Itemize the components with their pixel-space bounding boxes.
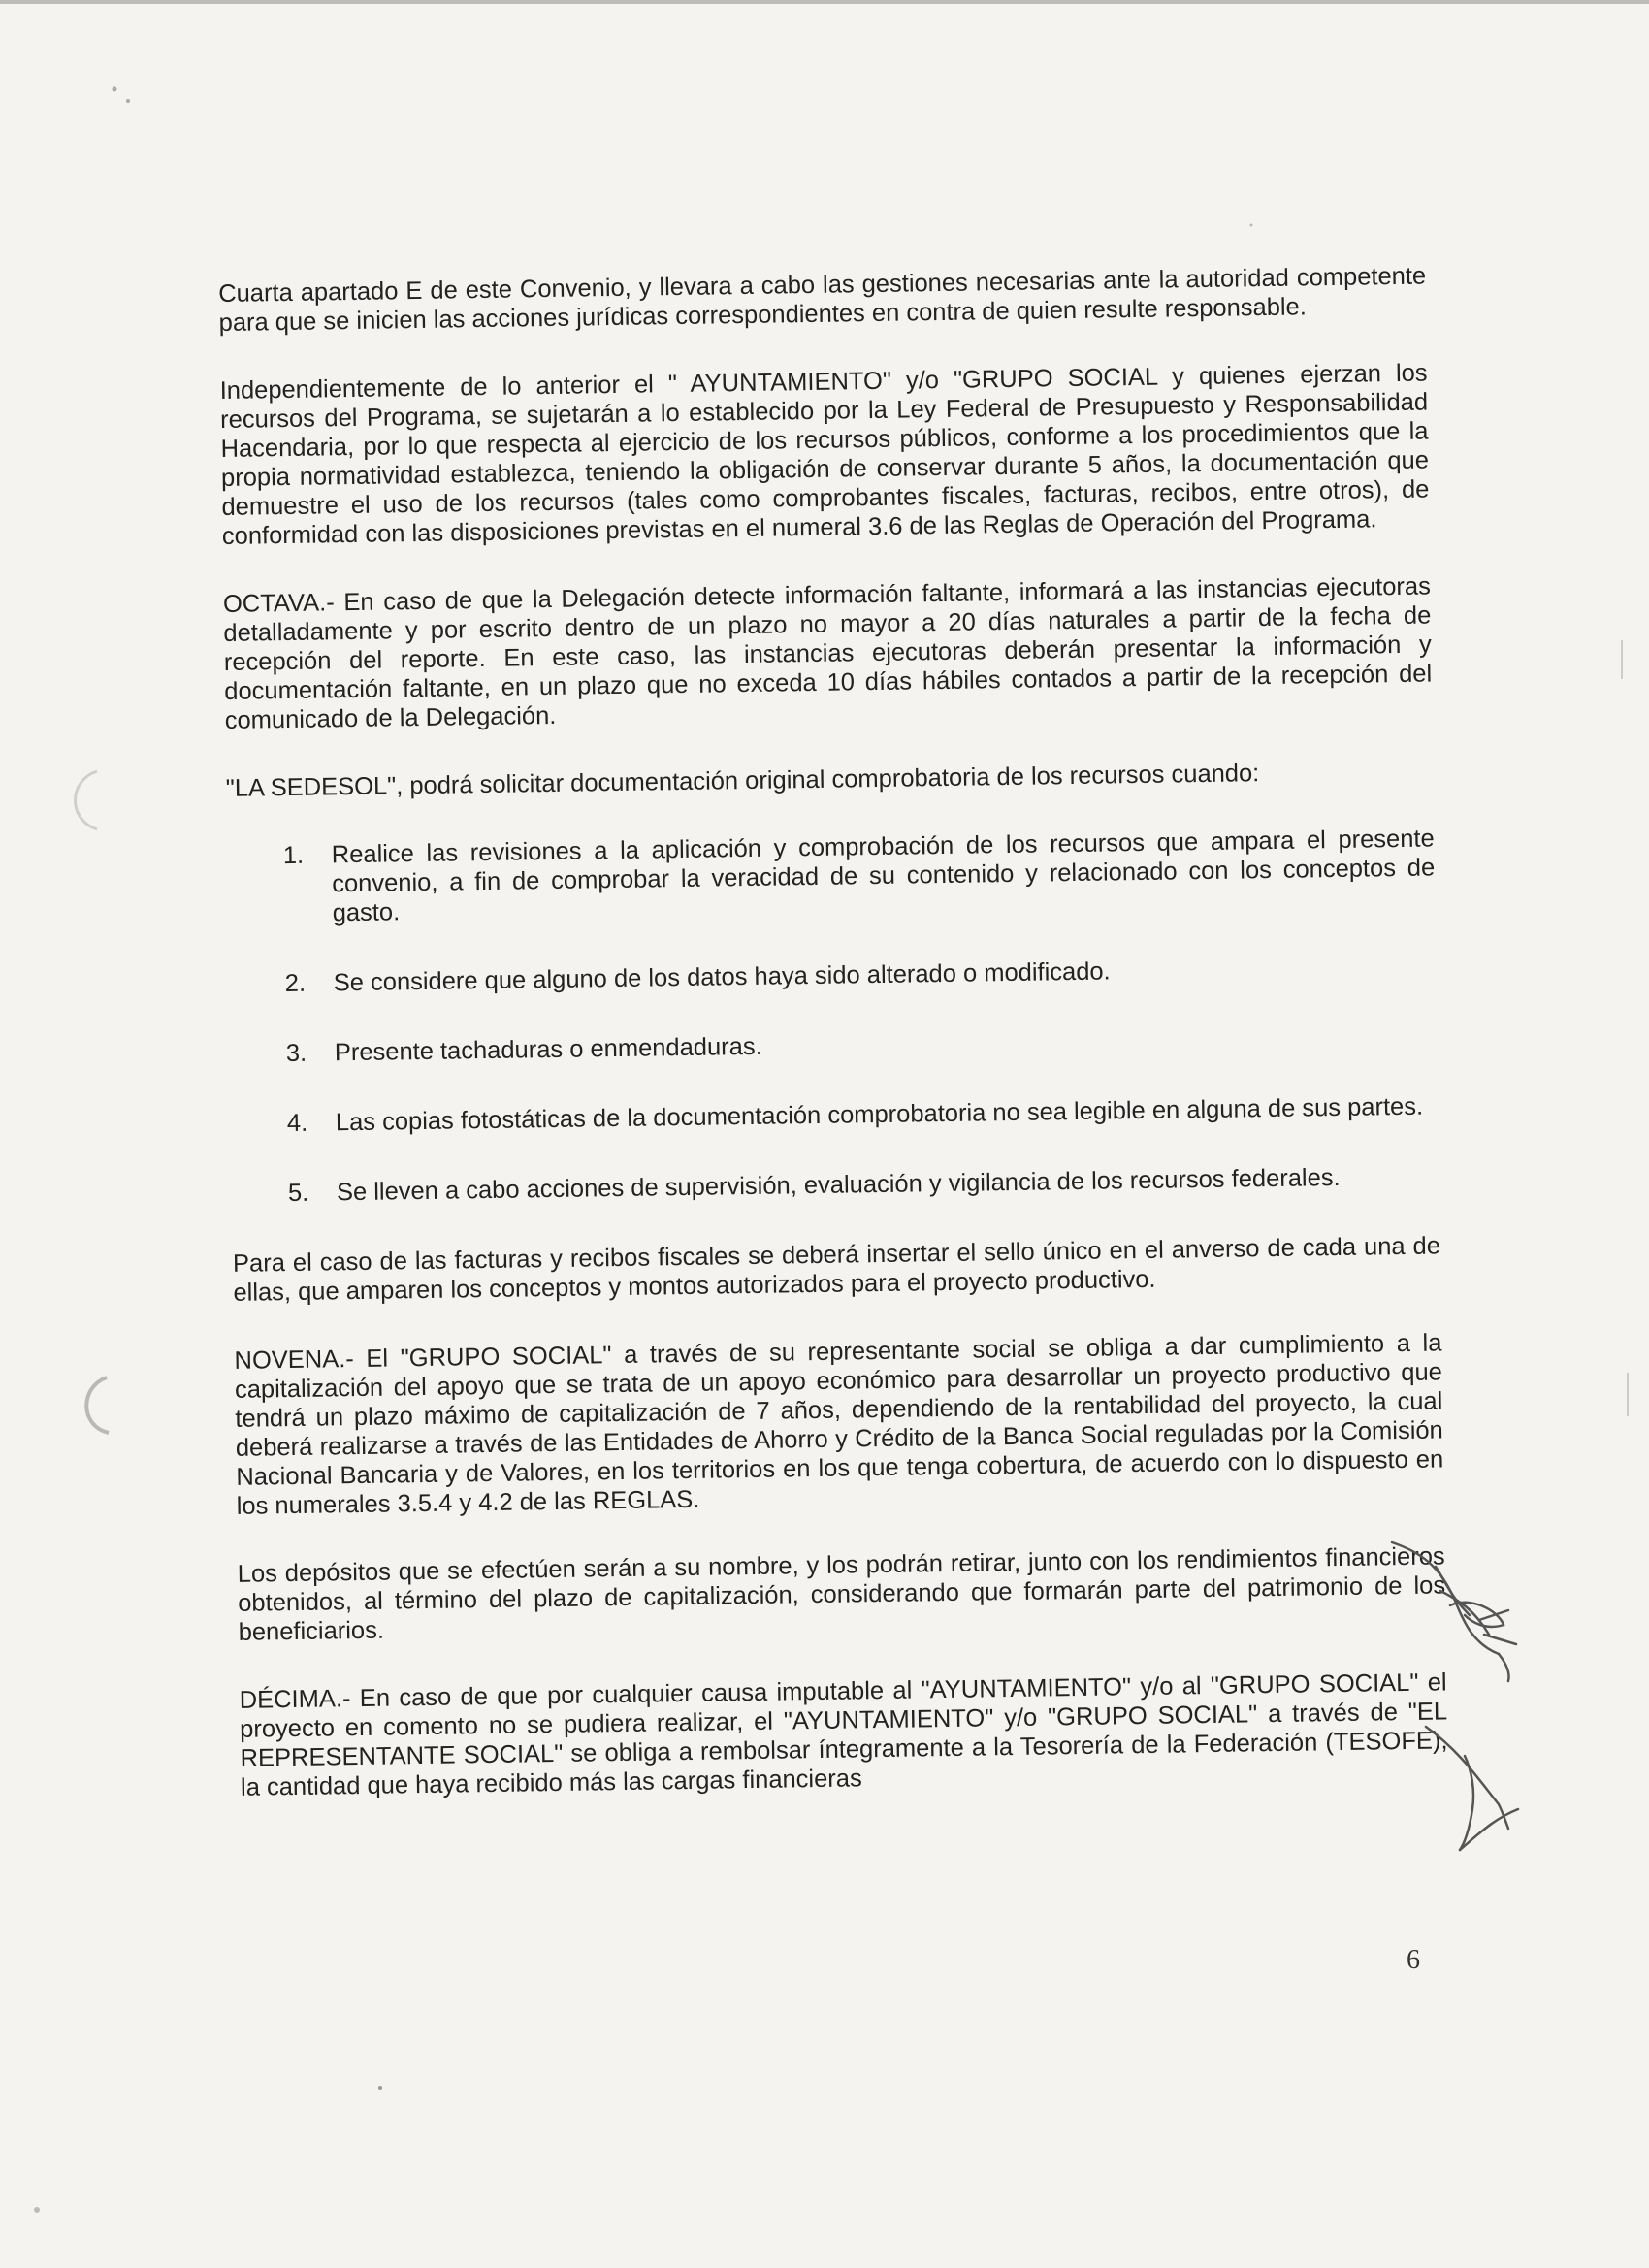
paragraph-sedesol: "LA SEDESOL", podrá solicitar documentación original comprobatoria de los recursos cuando: (225, 760, 1260, 802)
paragraph-depositos: Los depósitos que se efectúen serán a su nombre, y los podrán retirar, junto con los rendimientos financieros obtenidos, al término del plazo de capitalización, considerando que formarán parte del patrimonio de los beneficiarios. (237, 1542, 1446, 1646)
list-item-text: Se considere que alguno de los datos haya sido alterado o modificado. (333, 957, 1111, 997)
list-item-number: 2. (284, 969, 307, 998)
list-item-number: 1. (282, 841, 305, 870)
paragraph-continuation: Cuarta apartado E de este Convenio, y llevara a cabo las gestiones necesarias ante la autoridad competente para que se inicien las acciones jurídicas correspondientes en contra de quien resulte responsable. (218, 262, 1427, 337)
paragraph-independientemente: Independientemente de lo anterior el " AYUNTAMIENTO" y/o "GRUPO SOCIAL y quienes ejerzan los recursos del Programa, se sujetarán a lo establecido por la Ley Federal de Presupuesto y Responsabilidad Hacendaria, por lo que respecta al ejercicio de los recursos públicos, conforme a los procedimientos que la propia normatividad establezca, teniendo la obligación de conservar durante 5 años, la documentación que demuestre el uso de los recursos (tales como comprobantes fiscales, facturas, recibos, entre otros), de conformidad con las disposiciones previstas en el numeral 3.6 de las Reglas de Operación del Programa. (219, 359, 1430, 550)
list-item-number: 5. (287, 1179, 309, 1208)
list-item-number: 3. (285, 1039, 307, 1068)
list-item-text: Se lleven a cabo acciones de supervisión, evaluación y vigilancia de los recursos federales. (336, 1163, 1341, 1207)
list-item-number: 4. (286, 1109, 308, 1138)
clause-novena: NOVENA.- El "GRUPO SOCIAL" a través de su representante social se obliga a dar cumplimiento a la capitalización del apoyo que se trata de un apoyo económico para desarrollar un proyecto productivo que tendrá un plazo máximo de capitalización de 7 años, dependiendo de la rentabilidad del proyecto, la cual deberá realizarse a través de las Entidades de Ahorro y Crédito de la Banca Social reguladas por la Comisión Nacional Bancaria y de Valores, en los territorios en los que tenga cobertura, de acuerdo con lo dispuesto en los numerales 3.5.4 y 4.2 de las REGLAS. (234, 1329, 1444, 1520)
list-item-text: Realice las revisiones a la aplicación y comprobación de los recursos que ampara el presente convenio, a fin de comprobar la veracidad de su contenido y relacionado con los conceptos de gasto. (331, 825, 1436, 927)
clause-decima: DÉCIMA.- En caso de que por cualquier causa imputable al "AYUNTAMIENTO" y/o al "GRUPO SOCIAL" el proyecto en comento no se pudiera realizar, el "AYUNTAMIENTO" y/o "GRUPO SOCIAL" a través de "EL REPRESENTANTE SOCIAL" se obliga a rembolsar íntegramente a la Tesorería de la Federación (TESOFE), la cantidad que haya recibido más las cargas financieras (239, 1669, 1448, 1801)
page-number: 6 (1406, 1945, 1420, 1975)
clause-octava: OCTAVA.- En caso de que la Delegación detecte información faltante, informará a las instancias ejecutoras detalladamente y por escrito dentro de un plazo no mayor a 20 días naturales a partir de la fecha de recepción del reporte. En este caso, las instancias ejecutoras deberán presentar la información y documentación faltante, en un plazo que no exceda 10 días hábiles contados a partir de la recepción del comunicado de la Delegación. (222, 572, 1433, 734)
paragraph-facturas: Para el caso de las facturas y recibos fiscales se deberá insertar el sello único en el anverso de cada una de ellas, que amparen los conceptos y montos autorizados para el proyecto productivo. (232, 1232, 1441, 1307)
list-item-text: Presente tachaduras o enmendaduras. (334, 1032, 762, 1067)
list-item-text: Las copias fotostáticas de la documentación comprobatoria no sea legible en alguna de sus partes. (335, 1092, 1424, 1137)
